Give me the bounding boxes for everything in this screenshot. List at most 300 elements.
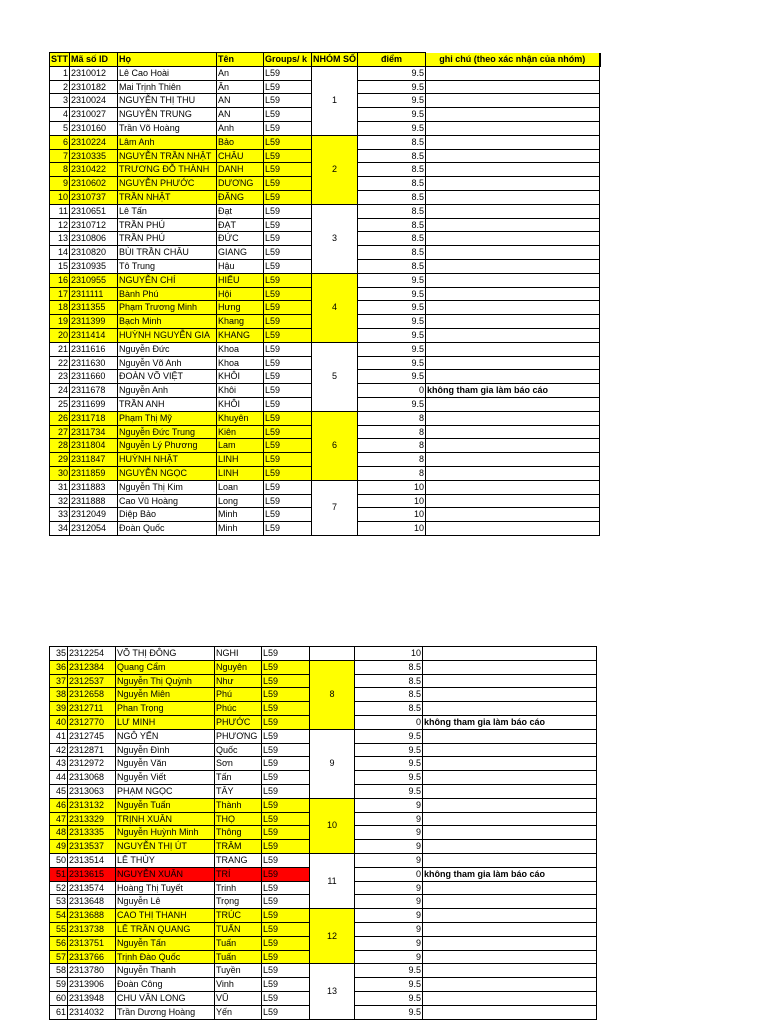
cell-ten: Trinh — [215, 881, 262, 895]
cell-stt: 33 — [50, 508, 70, 522]
cell-group: L59 — [262, 702, 310, 716]
cell-ten: Tuấn — [215, 936, 262, 950]
cell-ten: THỌ — [215, 812, 262, 826]
cell-score: 9 — [355, 853, 423, 867]
cell-stt: 26 — [50, 411, 70, 425]
cell-ten: Khuyên — [217, 411, 264, 425]
cell-stt: 45 — [50, 784, 68, 798]
cell-stt: 13 — [50, 232, 70, 246]
cell-ho: Nguyễn Lê — [116, 895, 215, 909]
cell-score: 9.5 — [358, 273, 426, 287]
cell-ho: Nguyễn Anh — [118, 384, 217, 398]
cell-stt: 10 — [50, 190, 70, 204]
cell-ho: Nguyễn Huỳnh Minh — [116, 826, 215, 840]
cell-note — [423, 674, 597, 688]
cell-note — [423, 922, 597, 936]
table-row — [50, 647, 597, 661]
cell-note — [423, 853, 597, 867]
cell-ten: Long — [217, 494, 264, 508]
table-row — [50, 798, 597, 812]
cell-stt: 28 — [50, 439, 70, 453]
cell-ho: Nguyễn Đình — [116, 743, 215, 757]
cell-ten: Như — [215, 674, 262, 688]
cell-note — [426, 135, 600, 149]
cell-ten: DƯƠNG — [217, 177, 264, 191]
cell-id: 2311660 — [70, 370, 118, 384]
cell-note — [423, 784, 597, 798]
cell-note — [426, 177, 600, 191]
cell-group: L59 — [262, 715, 310, 729]
cell-group: L59 — [264, 66, 312, 80]
cell-score: 9.5 — [355, 978, 423, 992]
cell-ten: Khoa — [217, 356, 264, 370]
cell-note — [423, 688, 597, 702]
cell-note — [426, 301, 600, 315]
cell-id: 2313766 — [68, 950, 116, 964]
cell-note — [426, 480, 600, 494]
cell-ten: AN — [217, 108, 264, 122]
cell-ho: NGUYỄN PHƯỚC — [118, 177, 217, 191]
cell-id: 2312745 — [68, 729, 116, 743]
cell-score: 8 — [358, 425, 426, 439]
cell-stt: 32 — [50, 494, 70, 508]
cell-stt: 7 — [50, 149, 70, 163]
cell-id: 2313688 — [68, 909, 116, 923]
cell-ho: Mai Trịnh Thiên — [118, 80, 217, 94]
cell-note — [426, 80, 600, 94]
cell-group-number: 2 — [312, 135, 358, 204]
cell-group: L59 — [262, 688, 310, 702]
cell-id: 2310955 — [70, 273, 118, 287]
cell-stt: 46 — [50, 798, 68, 812]
cell-id: 2313063 — [68, 784, 116, 798]
table-row — [50, 273, 600, 287]
cell-score: 9 — [355, 922, 423, 936]
cell-note — [423, 936, 597, 950]
cell-group-number: 5 — [312, 342, 358, 411]
cell-ho: NGÔ YẾN — [116, 729, 215, 743]
cell-stt: 40 — [50, 715, 68, 729]
cell-group: L59 — [264, 522, 312, 536]
table-row — [50, 411, 600, 425]
cell-stt: 15 — [50, 259, 70, 273]
cell-group: L59 — [262, 674, 310, 688]
cell-ten: Tuyền — [215, 964, 262, 978]
cell-score: 9 — [355, 895, 423, 909]
cell-score: 9.5 — [355, 784, 423, 798]
cell-ten: DANH — [217, 163, 264, 177]
cell-ho: TRẦN PHÚ — [118, 232, 217, 246]
cell-group: L59 — [264, 232, 312, 246]
cell-group: L59 — [264, 108, 312, 122]
cell-score: 8.5 — [358, 204, 426, 218]
cell-score: 8.5 — [355, 674, 423, 688]
cell-ten: TUẤN — [215, 922, 262, 936]
cell-group: L59 — [264, 204, 312, 218]
cell-ten: Anh — [217, 121, 264, 135]
cell-ho: Phạm Thị Mỹ — [118, 411, 217, 425]
cell-group: L59 — [264, 411, 312, 425]
cell-stt: 43 — [50, 757, 68, 771]
cell-score: 9.5 — [358, 342, 426, 356]
cell-ho: Trần Dương Hoàng — [116, 1005, 215, 1019]
cell-group: L59 — [264, 259, 312, 273]
cell-stt: 8 — [50, 163, 70, 177]
cell-ho: Phan Trọng — [116, 702, 215, 716]
cell-ho: Lâm Anh — [118, 135, 217, 149]
cell-note — [426, 163, 600, 177]
cell-score: 9.5 — [355, 991, 423, 1005]
cell-id: 2310806 — [70, 232, 118, 246]
cell-ten: Khôi — [217, 384, 264, 398]
cell-score: 10 — [358, 480, 426, 494]
table-row — [50, 964, 597, 978]
cell-ten: Tuấn — [215, 950, 262, 964]
cell-ten: Thông — [215, 826, 262, 840]
cell-ten: Khoa — [217, 342, 264, 356]
table-row — [50, 480, 600, 494]
cell-ten: Phú — [215, 688, 262, 702]
cell-group: L59 — [264, 342, 312, 356]
cell-ho: Phạm Trương Minh — [118, 301, 217, 315]
cell-group-number: 3 — [312, 204, 358, 273]
cell-score: 9.5 — [358, 301, 426, 315]
cell-id: 2313574 — [68, 881, 116, 895]
cell-group: L59 — [264, 480, 312, 494]
cell-stt: 6 — [50, 135, 70, 149]
cell-ho: CAO THỊ THANH — [116, 909, 215, 923]
cell-ten: NGHI — [215, 647, 262, 661]
cell-stt: 36 — [50, 660, 68, 674]
table-row — [50, 135, 600, 149]
cell-stt: 41 — [50, 729, 68, 743]
header-row — [50, 53, 600, 67]
cell-note — [426, 494, 600, 508]
cell-score: 9.5 — [358, 80, 426, 94]
cell-score: 0 — [355, 715, 423, 729]
cell-group-number: 10 — [310, 798, 355, 853]
cell-note — [426, 246, 600, 260]
cell-ten: An — [217, 66, 264, 80]
cell-id: 2312711 — [68, 702, 116, 716]
header-stt: STT — [50, 53, 70, 67]
cell-score: 9.5 — [358, 287, 426, 301]
cell-ho: Nguyễn Tuấn — [116, 798, 215, 812]
cell-score: 9 — [355, 812, 423, 826]
cell-id: 2310712 — [70, 218, 118, 232]
cell-ten: Hậu — [217, 259, 264, 273]
cell-ten: CHÂU — [217, 149, 264, 163]
cell-note: không tham gia làm báo cáo — [426, 384, 600, 398]
cell-ho: CHU VĂN LONG — [116, 991, 215, 1005]
cell-id: 2311111 — [70, 287, 118, 301]
cell-score: 8.5 — [358, 190, 426, 204]
cell-ten: LINH — [217, 466, 264, 480]
cell-ho: HUỲNH NHẬT — [118, 453, 217, 467]
cell-ho: Nguyễn Đức — [118, 342, 217, 356]
header-diem: điểm — [358, 53, 426, 67]
cell-id: 2310651 — [70, 204, 118, 218]
cell-ten: Hưng — [217, 301, 264, 315]
cell-ho: Bành Phú — [118, 287, 217, 301]
cell-score: 9.5 — [358, 315, 426, 329]
cell-ten: TRÂM — [215, 840, 262, 854]
cell-ho: Nguyễn Miên — [116, 688, 215, 702]
cell-group: L59 — [264, 328, 312, 342]
cell-ho: Bạch Minh — [118, 315, 217, 329]
cell-group-number: 12 — [310, 909, 355, 964]
cell-score: 9 — [355, 798, 423, 812]
cell-id: 2313514 — [68, 853, 116, 867]
cell-ten: TRÚC — [215, 909, 262, 923]
cell-note — [426, 466, 600, 480]
cell-score: 9.5 — [358, 94, 426, 108]
cell-stt: 34 — [50, 522, 70, 536]
cell-note — [426, 108, 600, 122]
cell-note — [423, 1005, 597, 1019]
cell-id: 2311859 — [70, 466, 118, 480]
cell-ho: Nguyễn Thanh — [116, 964, 215, 978]
cell-score: 9.5 — [355, 743, 423, 757]
table-row — [50, 729, 597, 743]
cell-id: 2311734 — [70, 425, 118, 439]
cell-ten: Sơn — [215, 757, 262, 771]
cell-id: 2311355 — [70, 301, 118, 315]
cell-score: 8 — [358, 411, 426, 425]
cell-stt: 9 — [50, 177, 70, 191]
cell-group: L59 — [264, 135, 312, 149]
table-row — [50, 66, 600, 80]
cell-id: 2310182 — [70, 80, 118, 94]
table-row — [50, 853, 597, 867]
cell-ho: NGUYỄN TRẦN NHẬT — [118, 149, 217, 163]
cell-id: 2313751 — [68, 936, 116, 950]
cell-group: L59 — [262, 978, 310, 992]
header-ho: Họ — [118, 53, 217, 67]
cell-score: 9.5 — [358, 66, 426, 80]
cell-note — [423, 757, 597, 771]
cell-stt: 21 — [50, 342, 70, 356]
cell-id: 2311804 — [70, 439, 118, 453]
cell-id: 2310422 — [70, 163, 118, 177]
cell-id: 2313906 — [68, 978, 116, 992]
cell-group: L59 — [264, 370, 312, 384]
cell-stt: 23 — [50, 370, 70, 384]
cell-score: 8.5 — [358, 135, 426, 149]
cell-ho: LÊ THÙY — [116, 853, 215, 867]
cell-ho: Nguyễn Tấn — [116, 936, 215, 950]
cell-note — [426, 94, 600, 108]
cell-id: 2312658 — [68, 688, 116, 702]
cell-score: 9.5 — [358, 370, 426, 384]
cell-ho: BÙI TRẦN CHÂU — [118, 246, 217, 260]
cell-ho: NGUYỄN THỊ ÚT — [116, 840, 215, 854]
cell-id: 2312871 — [68, 743, 116, 757]
cell-group: L59 — [262, 964, 310, 978]
cell-ho: NGUYỄN THỊ THU — [118, 94, 217, 108]
cell-id: 2311888 — [70, 494, 118, 508]
cell-score: 9 — [355, 936, 423, 950]
cell-group: L59 — [262, 647, 310, 661]
cell-id: 2310335 — [70, 149, 118, 163]
cell-group: L59 — [262, 798, 310, 812]
cell-ho: LÊ TRẦN QUANG — [116, 922, 215, 936]
cell-group: L59 — [262, 853, 310, 867]
cell-ten: Trọng — [215, 895, 262, 909]
cell-note: không tham gia làm báo cáo — [423, 867, 597, 881]
cell-stt: 16 — [50, 273, 70, 287]
cell-ten: TRANG — [215, 853, 262, 867]
cell-stt: 57 — [50, 950, 68, 964]
cell-ho: TRỊNH XUÂN — [116, 812, 215, 826]
cell-id: 2310935 — [70, 259, 118, 273]
cell-group-number: 6 — [312, 411, 358, 480]
cell-score: 10 — [358, 522, 426, 536]
cell-id: 2312054 — [70, 522, 118, 536]
cell-ho: Nguyễn Lý Phương — [118, 439, 217, 453]
score-table-part-2 — [49, 646, 597, 1020]
cell-id: 2311847 — [70, 453, 118, 467]
cell-stt: 4 — [50, 108, 70, 122]
cell-id: 2310820 — [70, 246, 118, 260]
table-row — [50, 660, 597, 674]
cell-note — [426, 149, 600, 163]
cell-score: 9.5 — [355, 757, 423, 771]
cell-score: 8.5 — [358, 177, 426, 191]
cell-ho: PHẠM NGỌC — [116, 784, 215, 798]
cell-stt: 50 — [50, 853, 68, 867]
header-group: Groups/ k — [264, 53, 312, 67]
cell-ho: Đoàn Công — [116, 978, 215, 992]
cell-group: L59 — [262, 895, 310, 909]
cell-score: 9 — [355, 909, 423, 923]
cell-id: 2311630 — [70, 356, 118, 370]
cell-group-number: 1 — [312, 66, 358, 135]
cell-group: L59 — [264, 80, 312, 94]
cell-stt: 30 — [50, 466, 70, 480]
cell-ten: TÂY — [215, 784, 262, 798]
cell-group: L59 — [264, 218, 312, 232]
cell-stt: 35 — [50, 647, 68, 661]
cell-stt: 61 — [50, 1005, 68, 1019]
cell-stt: 27 — [50, 425, 70, 439]
cell-ten: Loan — [217, 480, 264, 494]
cell-score: 9 — [355, 840, 423, 854]
cell-stt: 58 — [50, 964, 68, 978]
cell-ho: Nguyễn Viết — [116, 771, 215, 785]
cell-stt: 3 — [50, 94, 70, 108]
table-row — [50, 342, 600, 356]
cell-note — [426, 328, 600, 342]
cell-group: L59 — [262, 991, 310, 1005]
cell-score: 8.5 — [355, 660, 423, 674]
cell-stt: 31 — [50, 480, 70, 494]
cell-ten: VŨ — [215, 991, 262, 1005]
cell-group: L59 — [264, 301, 312, 315]
cell-group: L59 — [262, 729, 310, 743]
cell-id: 2313335 — [68, 826, 116, 840]
cell-score: 0 — [358, 384, 426, 398]
cell-id: 2314032 — [68, 1005, 116, 1019]
cell-stt: 19 — [50, 315, 70, 329]
cell-group: L59 — [262, 909, 310, 923]
cell-group-number: 8 — [310, 660, 355, 729]
cell-note — [426, 273, 600, 287]
cell-ten: Quốc — [215, 743, 262, 757]
cell-note — [426, 342, 600, 356]
cell-group: L59 — [264, 190, 312, 204]
cell-ten: Đạt — [217, 204, 264, 218]
table-row — [50, 909, 597, 923]
cell-score: 10 — [355, 647, 423, 661]
cell-note — [426, 218, 600, 232]
cell-note — [426, 315, 600, 329]
cell-id: 2313615 — [68, 867, 116, 881]
cell-stt: 37 — [50, 674, 68, 688]
cell-stt: 54 — [50, 909, 68, 923]
cell-ho: NGUYỄN XUÂN — [116, 867, 215, 881]
cell-id: 2310024 — [70, 94, 118, 108]
cell-group: L59 — [264, 508, 312, 522]
cell-note — [423, 978, 597, 992]
cell-ho: Hoàng Thị Tuyết — [116, 881, 215, 895]
cell-ten: KHANG — [217, 328, 264, 342]
cell-note — [426, 411, 600, 425]
cell-stt: 55 — [50, 922, 68, 936]
cell-ho: Trịnh Đào Quốc — [116, 950, 215, 964]
cell-score: 9 — [355, 881, 423, 895]
cell-id: 2313948 — [68, 991, 116, 1005]
cell-note — [423, 771, 597, 785]
cell-stt: 12 — [50, 218, 70, 232]
cell-id: 2311399 — [70, 315, 118, 329]
cell-score: 8 — [358, 439, 426, 453]
cell-note — [426, 287, 600, 301]
cell-ho: TRẦN PHÚ — [118, 218, 217, 232]
cell-ten: Nguyên — [215, 660, 262, 674]
cell-stt: 56 — [50, 936, 68, 950]
cell-score: 8.5 — [355, 702, 423, 716]
cell-ten: TRÍ — [215, 867, 262, 881]
cell-id: 2312254 — [68, 647, 116, 661]
cell-group: L59 — [264, 356, 312, 370]
cell-ho: Nguyễn Võ Anh — [118, 356, 217, 370]
cell-note — [423, 881, 597, 895]
cell-group: L59 — [264, 94, 312, 108]
cell-score: 9 — [355, 826, 423, 840]
cell-ho: HUỲNH NGUYỄN GIA — [118, 328, 217, 342]
cell-id: 2313068 — [68, 771, 116, 785]
cell-ho: TRẦN NHẬT — [118, 190, 217, 204]
cell-ten: Ân — [217, 80, 264, 94]
cell-score: 8 — [358, 466, 426, 480]
cell-ho: ĐOÀN VÕ VIỆT — [118, 370, 217, 384]
cell-group: L59 — [262, 757, 310, 771]
cell-ho: Nguyễn Đức Trung — [118, 425, 217, 439]
cell-stt: 48 — [50, 826, 68, 840]
cell-stt: 2 — [50, 80, 70, 94]
cell-score: 9.5 — [358, 328, 426, 342]
cell-score: 9.5 — [355, 1005, 423, 1019]
cell-stt: 25 — [50, 397, 70, 411]
cell-id: 2310737 — [70, 190, 118, 204]
cell-ten: HIẾU — [217, 273, 264, 287]
cell-group: L59 — [262, 660, 310, 674]
cell-note — [423, 895, 597, 909]
cell-score: 8.5 — [358, 232, 426, 246]
cell-ten: Minh — [217, 522, 264, 536]
cell-score: 9.5 — [355, 729, 423, 743]
